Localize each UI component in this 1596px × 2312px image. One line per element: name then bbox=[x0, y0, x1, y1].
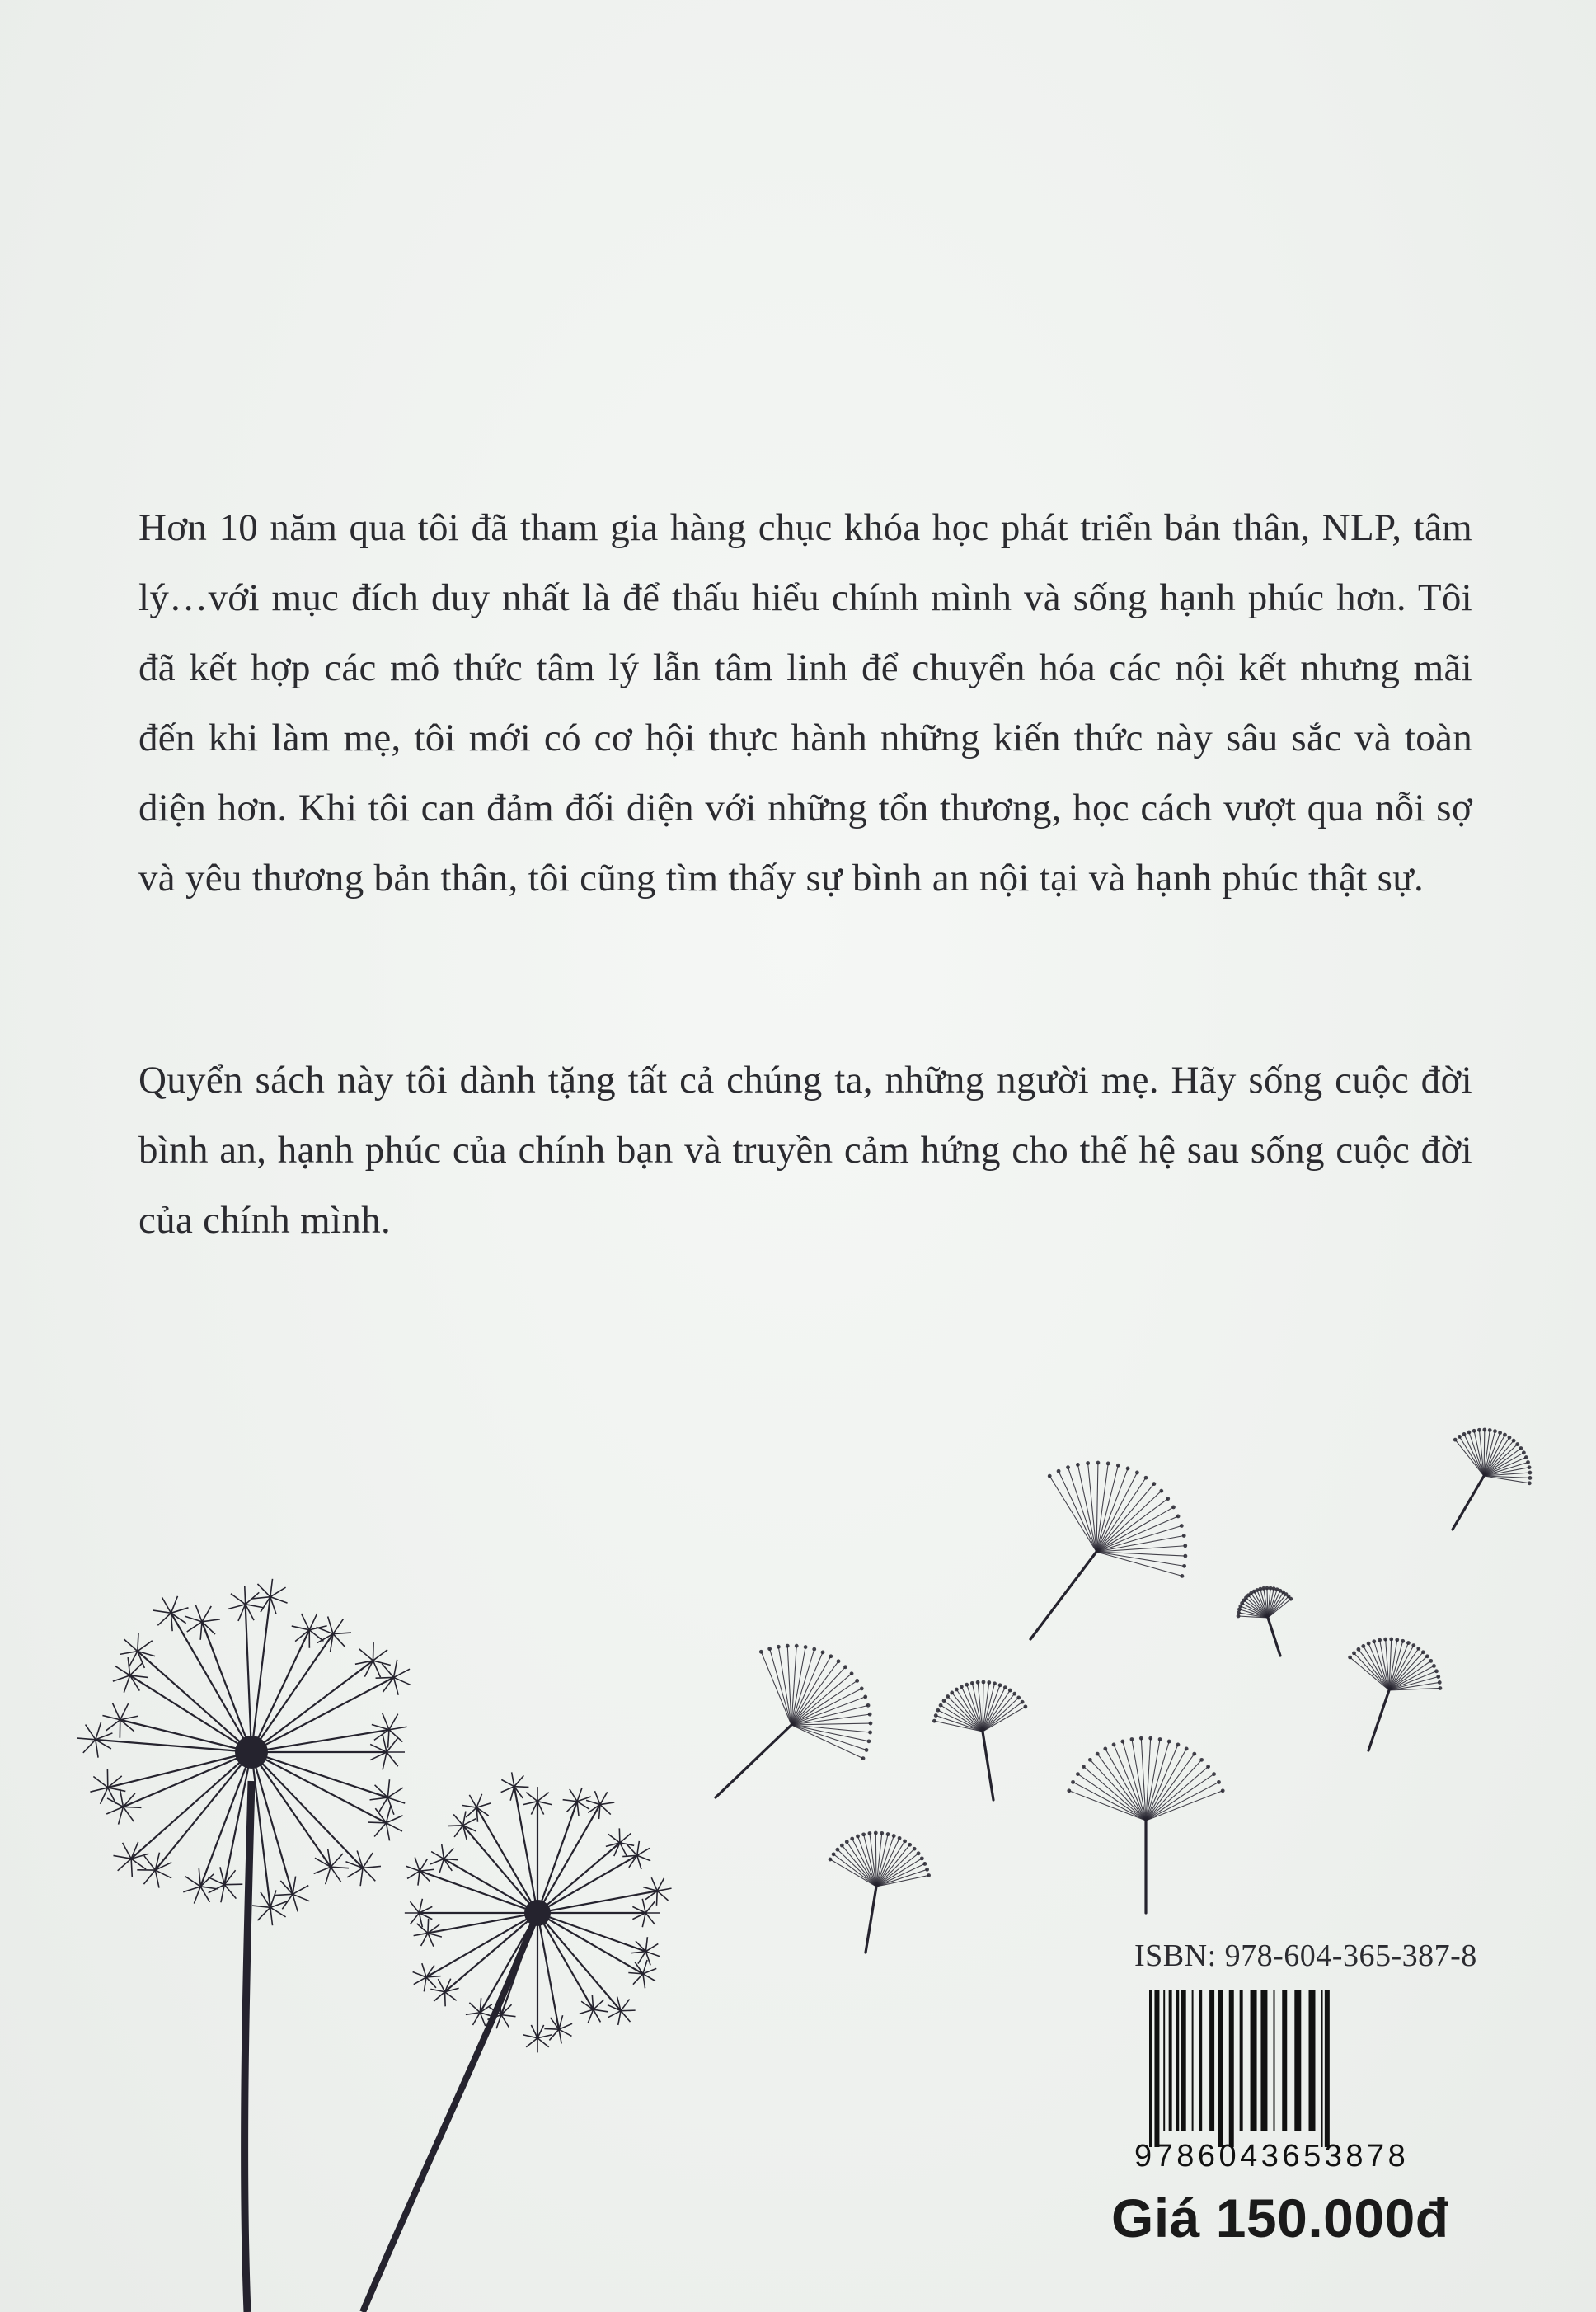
blurb-paragraph-1: Hơn 10 năm qua tôi đã tham gia hàng chục khóa học phát triển bản thân, NLP, tâm lý…với mục đích duy nhất là để thấu hiểu chính mình và sống hạnh phúc hơn. Tôi đã kết hợp các mô thức tâm lý lẫn tâm linh để chuyển hóa các nội kết nhưng mãi đến khi làm mẹ, tôi mới có cơ hội thực hành những kiến thức này sâu sắc và toàn diện hơn. Khi tôi can đảm đối diện với những tổn thương, học cách vượt qua nỗi sợ và yêu thương bản thân, tôi cũng tìm thấy sự bình an nội tại và hạnh phúc thật sự. bbox=[138, 506, 1472, 900]
price-label: Giá 150.000đ bbox=[1111, 2187, 1449, 2249]
dandelion-head-left bbox=[77, 1579, 411, 1925]
seed-4 bbox=[1237, 1586, 1293, 1656]
seed-6 bbox=[932, 1680, 1027, 1800]
seed-3 bbox=[1453, 1428, 1532, 1530]
dandelion-illustration bbox=[0, 1402, 1596, 2312]
seed-1 bbox=[716, 1644, 872, 1797]
seed-8 bbox=[829, 1831, 931, 1953]
barcode bbox=[1146, 1990, 1476, 2147]
seed-7 bbox=[1067, 1736, 1224, 1913]
dandelion-stem-left bbox=[245, 1781, 251, 2312]
seed-5 bbox=[1348, 1638, 1442, 1750]
isbn-label: ISBN: 978-604-365-387-8 bbox=[1134, 1938, 1477, 1973]
dandelion-head-right bbox=[405, 1772, 672, 2052]
barcode-digits: 9786043653878 bbox=[1134, 2139, 1410, 2173]
dandelion-stem-right bbox=[363, 1913, 537, 2312]
blurb-paragraph-2: Quyển sách này tôi dành tặng tất cả chúng ta, những người mẹ. Hãy sống cuộc đời bình an, hạnh phúc của chính bạn và truyền cảm hứng cho thế hệ sau sống cuộc đời của chính mình. bbox=[138, 1059, 1472, 1242]
seed-2 bbox=[1030, 1461, 1187, 1639]
